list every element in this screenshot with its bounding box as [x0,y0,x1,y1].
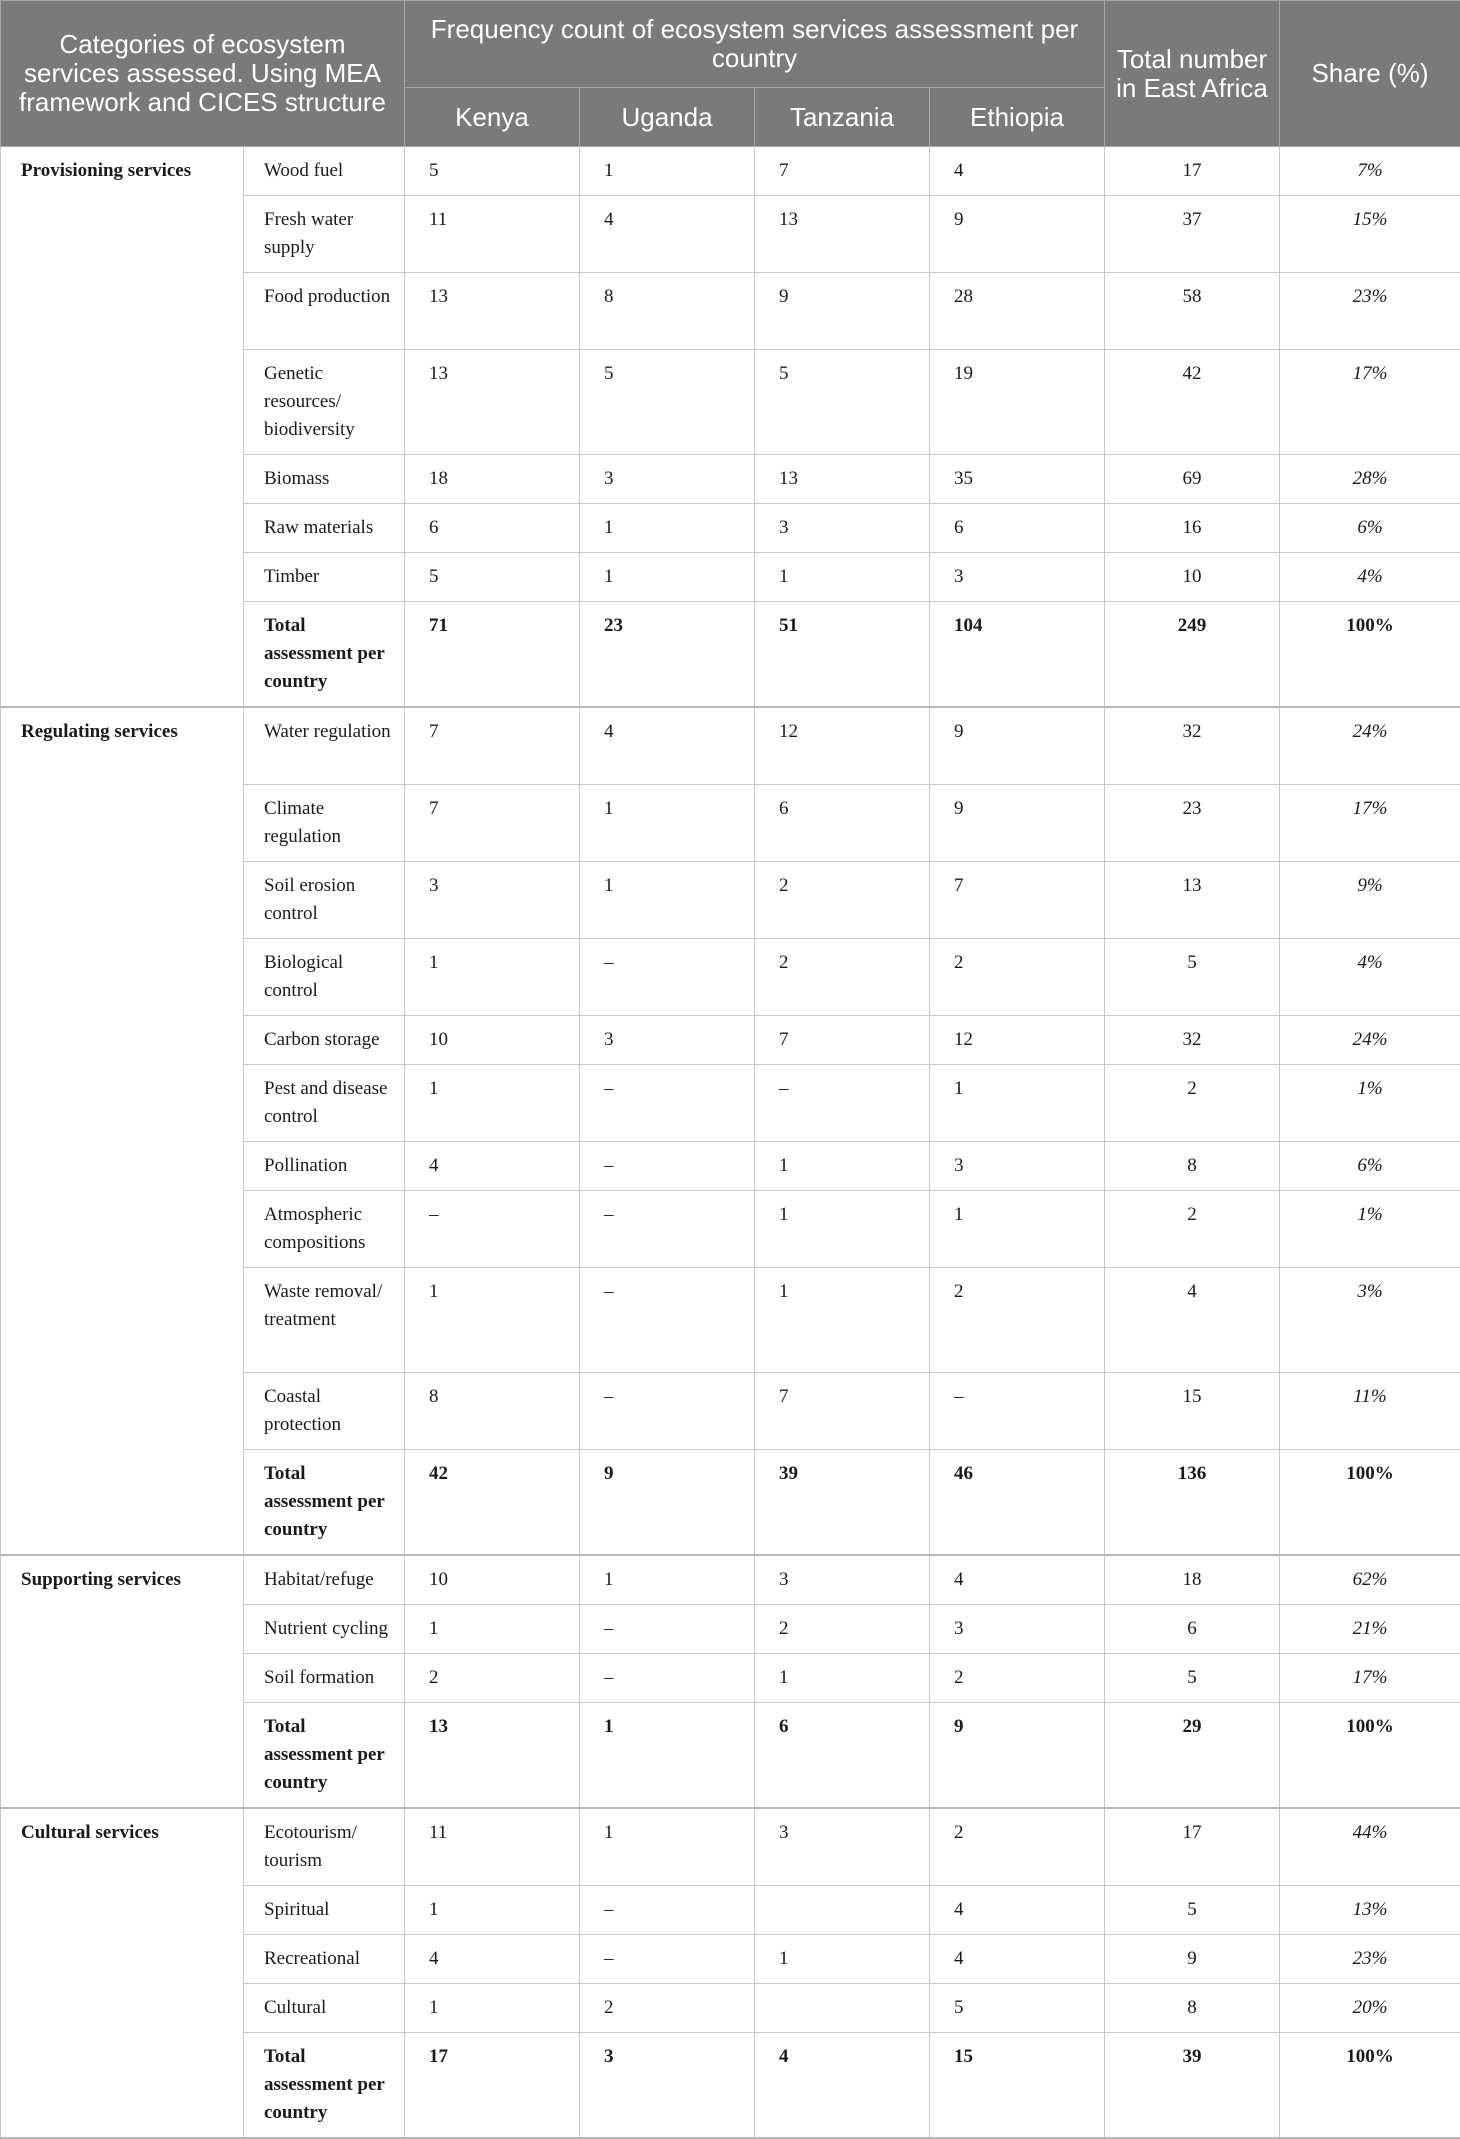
share-cell: 62% [1280,1555,1460,1605]
count-cell-uganda: 2 [580,1984,755,2033]
count-cell-uganda: 8 [580,273,755,350]
count-cell-tanzania [755,1886,930,1935]
service-cell: Ecotourism/ tourism [244,1808,405,1886]
count-cell-uganda: 1 [580,1703,755,1809]
count-cell-ethiopia: 3 [930,1142,1105,1191]
service-cell: Soil formation [244,1654,405,1703]
count-cell-tanzania: 1 [755,1654,930,1703]
count-cell-ethiopia: 2 [930,1654,1105,1703]
count-cell-kenya: 13 [405,350,580,455]
service-cell: Coastal protection [244,1373,405,1450]
service-cell: Habitat/refuge [244,1555,405,1605]
count-cell-tanzania [755,1984,930,2033]
share-cell: 23% [1280,273,1460,350]
share-cell: 17% [1280,350,1460,455]
count-cell-kenya: 3 [405,862,580,939]
share-cell: 100% [1280,1450,1460,1556]
count-cell-kenya: 13 [405,1703,580,1809]
count-cell-kenya: 42 [405,1450,580,1556]
count-cell-tanzania: 12 [755,707,930,785]
count-cell-kenya: 8 [405,1373,580,1450]
total-cell: 5 [1105,939,1280,1016]
count-cell-kenya: 7 [405,785,580,862]
count-cell-tanzania: 13 [755,196,930,273]
count-cell-ethiopia: – [930,1373,1105,1450]
count-cell-kenya: 17 [405,2033,580,2139]
table-row [1,1808,1460,1886]
count-cell-ethiopia: 4 [930,1935,1105,1984]
header-frequency: Frequency count of ecosystem services assessment per country [405,1,1105,88]
count-cell-uganda: – [580,1065,755,1142]
count-cell-ethiopia: 4 [930,1886,1105,1935]
service-cell: Spiritual [244,1886,405,1935]
service-cell: Recreational [244,1935,405,1984]
count-cell-tanzania: 1 [755,1142,930,1191]
total-cell: 18 [1105,1555,1280,1605]
count-cell-kenya: 1 [405,939,580,1016]
service-cell: Biological control [244,939,405,1016]
share-cell: 100% [1280,2033,1460,2139]
service-cell: Soil erosion control [244,862,405,939]
count-cell-ethiopia: 5 [930,1984,1105,2033]
count-cell-uganda: 1 [580,1808,755,1886]
count-cell-ethiopia: 1 [930,1065,1105,1142]
header-share: Share (%) [1280,1,1460,147]
count-cell-uganda: – [580,1605,755,1654]
share-cell: 20% [1280,1984,1460,2033]
count-cell-uganda: – [580,939,755,1016]
total-cell: 4 [1105,1268,1280,1373]
count-cell-tanzania: 2 [755,1605,930,1654]
service-cell: Biomass [244,455,405,504]
count-cell-ethiopia: 35 [930,455,1105,504]
count-cell-ethiopia: 6 [930,504,1105,553]
share-cell: 17% [1280,1654,1460,1703]
count-cell-kenya: 10 [405,1016,580,1065]
count-cell-ethiopia: 12 [930,1016,1105,1065]
count-cell-ethiopia: 1 [930,1191,1105,1268]
header-country-uganda: Uganda [580,88,755,147]
service-cell: Cultural [244,1984,405,2033]
count-cell-uganda: 4 [580,707,755,785]
count-cell-kenya: 4 [405,1935,580,1984]
count-cell-kenya: 5 [405,147,580,196]
share-cell: 100% [1280,602,1460,708]
count-cell-ethiopia: 4 [930,147,1105,196]
count-cell-uganda: 3 [580,455,755,504]
service-cell: Waste removal/ treatment [244,1268,405,1373]
count-cell-tanzania: 51 [755,602,930,708]
count-cell-ethiopia: 3 [930,553,1105,602]
total-label-cell: Total assessment per country [244,2033,405,2139]
header-categories: Categories of ecosystem services assessed. Using MEA framework and CICES structure [1,1,405,147]
share-cell: 24% [1280,1016,1460,1065]
share-cell: 6% [1280,1142,1460,1191]
count-cell-uganda: 1 [580,785,755,862]
share-cell: 4% [1280,939,1460,1016]
total-cell: 5 [1105,1654,1280,1703]
count-cell-kenya: 11 [405,1808,580,1886]
header-country-kenya: Kenya [405,88,580,147]
count-cell-uganda: – [580,1268,755,1373]
count-cell-tanzania: 6 [755,1703,930,1809]
count-cell-uganda: 1 [580,504,755,553]
count-cell-kenya: 11 [405,196,580,273]
count-cell-tanzania: 3 [755,1555,930,1605]
service-cell: Atmospheric compositions [244,1191,405,1268]
count-cell-ethiopia: 19 [930,350,1105,455]
count-cell-tanzania: 7 [755,147,930,196]
count-cell-ethiopia: 28 [930,273,1105,350]
count-cell-uganda: 4 [580,196,755,273]
total-cell: 136 [1105,1450,1280,1556]
count-cell-tanzania: 7 [755,1373,930,1450]
count-cell-uganda: 23 [580,602,755,708]
total-cell: 2 [1105,1191,1280,1268]
count-cell-ethiopia: 9 [930,785,1105,862]
count-cell-tanzania: 13 [755,455,930,504]
count-cell-uganda: 9 [580,1450,755,1556]
total-cell: 5 [1105,1886,1280,1935]
share-cell: 24% [1280,707,1460,785]
service-cell: Raw materials [244,504,405,553]
count-cell-ethiopia: 3 [930,1605,1105,1654]
count-cell-tanzania: 3 [755,1808,930,1886]
share-cell: 13% [1280,1886,1460,1935]
total-cell: 29 [1105,1703,1280,1809]
share-cell: 100% [1280,1703,1460,1809]
count-cell-uganda: 1 [580,1555,755,1605]
share-cell: 4% [1280,553,1460,602]
count-cell-ethiopia: 2 [930,1268,1105,1373]
count-cell-kenya: 1 [405,1065,580,1142]
total-cell: 69 [1105,455,1280,504]
count-cell-uganda: 3 [580,2033,755,2139]
count-cell-ethiopia: 9 [930,1703,1105,1809]
service-cell: Carbon storage [244,1016,405,1065]
total-cell: 6 [1105,1605,1280,1654]
share-cell: 9% [1280,862,1460,939]
total-label-cell: Total assessment per country [244,1450,405,1556]
total-cell: 17 [1105,147,1280,196]
count-cell-kenya: 1 [405,1984,580,2033]
count-cell-kenya: 4 [405,1142,580,1191]
count-cell-ethiopia: 4 [930,1555,1105,1605]
share-cell: 44% [1280,1808,1460,1886]
count-cell-kenya: 10 [405,1555,580,1605]
count-cell-kenya: 6 [405,504,580,553]
count-cell-tanzania: 2 [755,939,930,1016]
total-cell: 23 [1105,785,1280,862]
count-cell-uganda: – [580,1886,755,1935]
count-cell-ethiopia: 15 [930,2033,1105,2139]
total-cell: 8 [1105,1984,1280,2033]
count-cell-tanzania: 7 [755,1016,930,1065]
count-cell-tanzania: 1 [755,1268,930,1373]
count-cell-tanzania: – [755,1065,930,1142]
share-cell: 21% [1280,1605,1460,1654]
count-cell-kenya: 5 [405,553,580,602]
header-total: Total number in East Africa [1105,1,1280,147]
total-label-cell: Total assessment per country [244,602,405,708]
total-cell: 10 [1105,553,1280,602]
service-cell: Nutrient cycling [244,1605,405,1654]
total-cell: 8 [1105,1142,1280,1191]
total-label-cell: Total assessment per country [244,1703,405,1809]
count-cell-uganda: – [580,1373,755,1450]
count-cell-tanzania: 3 [755,504,930,553]
total-cell: 32 [1105,1016,1280,1065]
service-cell: Pollination [244,1142,405,1191]
header-country-tanzania: Tanzania [755,88,930,147]
count-cell-kenya: 18 [405,455,580,504]
total-cell: 2 [1105,1065,1280,1142]
total-cell: 13 [1105,862,1280,939]
service-cell: Food production [244,273,405,350]
count-cell-tanzania: 5 [755,350,930,455]
count-cell-tanzania: 9 [755,273,930,350]
count-cell-kenya: 1 [405,1268,580,1373]
table-body [1,147,1460,2139]
count-cell-kenya: 1 [405,1605,580,1654]
service-cell: Timber [244,553,405,602]
count-cell-tanzania: 2 [755,862,930,939]
count-cell-uganda: – [580,1142,755,1191]
count-cell-tanzania: 1 [755,553,930,602]
service-cell: Fresh water supply [244,196,405,273]
table-row [1,707,1460,785]
count-cell-uganda: 5 [580,350,755,455]
count-cell-uganda: 1 [580,553,755,602]
total-cell: 39 [1105,2033,1280,2139]
total-cell: 17 [1105,1808,1280,1886]
share-cell: 17% [1280,785,1460,862]
share-cell: 3% [1280,1268,1460,1373]
share-cell: 7% [1280,147,1460,196]
share-cell: 15% [1280,196,1460,273]
share-cell: 1% [1280,1191,1460,1268]
category-cell: Provisioning services [1,147,244,708]
total-cell: 9 [1105,1935,1280,1984]
count-cell-kenya: 7 [405,707,580,785]
table-row [1,147,1460,196]
count-cell-ethiopia: 2 [930,1808,1105,1886]
category-cell: Supporting services [1,1555,244,1808]
share-cell: 23% [1280,1935,1460,1984]
count-cell-uganda: 1 [580,147,755,196]
total-cell: 42 [1105,350,1280,455]
count-cell-ethiopia: 9 [930,707,1105,785]
count-cell-kenya: 1 [405,1886,580,1935]
table-row [1,1555,1460,1605]
count-cell-kenya: – [405,1191,580,1268]
count-cell-kenya: 13 [405,273,580,350]
count-cell-ethiopia: 2 [930,939,1105,1016]
service-cell: Genetic resources/ biodiversity [244,350,405,455]
count-cell-tanzania: 1 [755,1191,930,1268]
count-cell-uganda: 3 [580,1016,755,1065]
category-cell: Regulating services [1,707,244,1555]
total-cell: 32 [1105,707,1280,785]
count-cell-kenya: 2 [405,1654,580,1703]
total-cell: 249 [1105,602,1280,708]
share-cell: 28% [1280,455,1460,504]
count-cell-tanzania: 4 [755,2033,930,2139]
total-cell: 16 [1105,504,1280,553]
service-cell: Pest and disease control [244,1065,405,1142]
total-cell: 37 [1105,196,1280,273]
share-cell: 6% [1280,504,1460,553]
count-cell-tanzania: 6 [755,785,930,862]
share-cell: 11% [1280,1373,1460,1450]
count-cell-ethiopia: 9 [930,196,1105,273]
service-cell: Water regulation [244,707,405,785]
count-cell-uganda: – [580,1191,755,1268]
count-cell-uganda: – [580,1935,755,1984]
header-country-ethiopia: Ethiopia [930,88,1105,147]
count-cell-tanzania: 39 [755,1450,930,1556]
count-cell-ethiopia: 46 [930,1450,1105,1556]
count-cell-kenya: 71 [405,602,580,708]
service-cell: Climate regulation [244,785,405,862]
count-cell-ethiopia: 104 [930,602,1105,708]
count-cell-tanzania: 1 [755,1935,930,1984]
service-cell: Wood fuel [244,147,405,196]
count-cell-uganda: – [580,1654,755,1703]
total-cell: 58 [1105,273,1280,350]
count-cell-uganda: 1 [580,862,755,939]
count-cell-ethiopia: 7 [930,862,1105,939]
share-cell: 1% [1280,1065,1460,1142]
category-cell: Cultural services [1,1808,244,2138]
total-cell: 15 [1105,1373,1280,1450]
